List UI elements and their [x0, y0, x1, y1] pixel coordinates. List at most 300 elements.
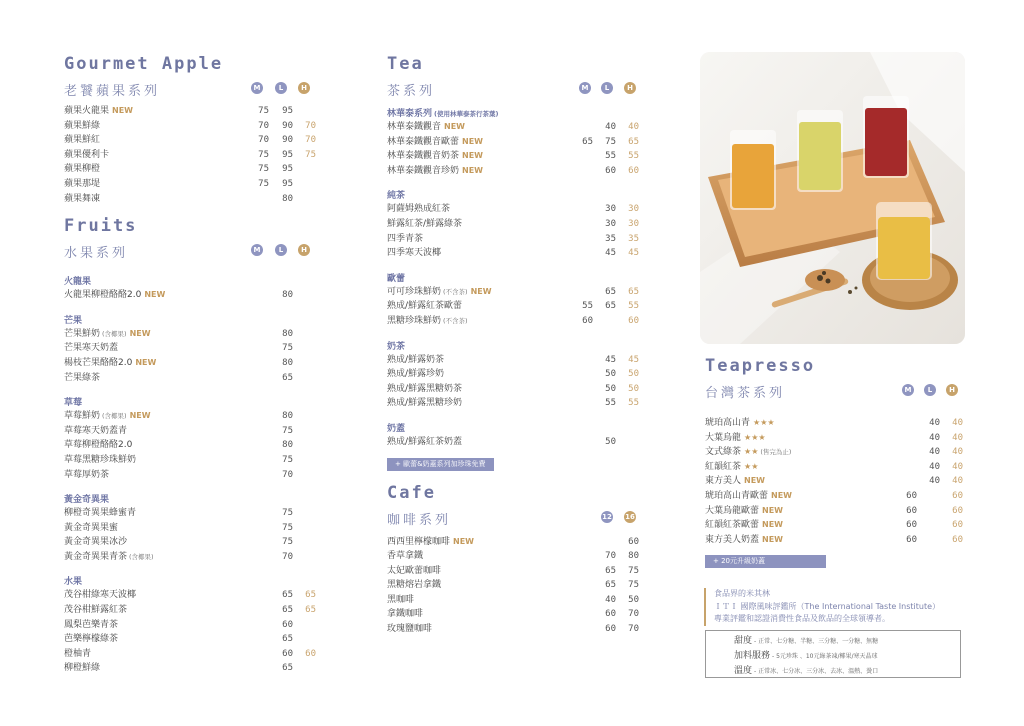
order-options-box — [705, 630, 961, 678]
new-tag: NEW — [144, 290, 166, 300]
iti-line-2: ＩＴＩ 國際風味評鑑所（The International Taste Institute） — [714, 601, 941, 611]
menu-item-row — [64, 632, 324, 647]
menu-item-name — [387, 578, 441, 593]
tea-promo-pill: + 歐蕾&奶蓋系列加珍珠免費 — [387, 458, 494, 471]
menu-item-name — [705, 518, 783, 533]
menu-item-label: 芒果寒天奶蓋 — [64, 343, 119, 354]
menu-item-label: 林華泰鐵觀音珍奶 — [387, 165, 460, 176]
menu-item-name — [387, 435, 462, 450]
price-m: 70 — [258, 135, 269, 146]
price-h: 65 — [628, 136, 639, 147]
menu-item-name — [64, 119, 100, 134]
menu-item-name — [64, 618, 118, 633]
price-h: 35 — [628, 233, 639, 244]
menu-item-name — [64, 148, 109, 163]
price-m: 60 — [582, 315, 593, 326]
menu-item-name — [387, 367, 444, 382]
menu-item-row — [64, 177, 324, 192]
menu-item-row — [387, 435, 647, 450]
price-l: 75 — [282, 454, 293, 465]
price-12oz: 60 — [605, 624, 616, 635]
price-m: 60 — [906, 490, 917, 501]
new-tag: NEW — [771, 490, 792, 500]
menu-item-row — [387, 149, 647, 164]
menu-item-label: 茂谷柑綠寒天波椰 — [64, 590, 137, 601]
menu-item-label: 林華泰鐵觀音奶茶 — [387, 151, 460, 162]
menu-item-row — [64, 162, 324, 177]
category-label: 芒果 — [64, 315, 83, 326]
price-l: 95 — [282, 178, 293, 189]
menu-item-name — [64, 177, 100, 192]
price-m: 75 — [258, 164, 269, 175]
menu-item-label: 大葉烏龍 — [705, 432, 742, 443]
price-l: 40 — [929, 447, 940, 458]
size-l-badge: L — [924, 384, 936, 396]
new-tag: NEW — [453, 536, 474, 546]
new-tag: NEW — [462, 136, 483, 146]
price-l: 80 — [282, 290, 293, 301]
menu-item-note: (含椰果) — [129, 552, 154, 561]
menu-item-name — [387, 135, 483, 150]
menu-item-name — [64, 327, 151, 342]
size-16-badge: 16 — [625, 512, 635, 521]
price-16oz: 50 — [628, 594, 639, 605]
menu-item-label: 黃金奇異果冰沙 — [64, 537, 128, 548]
price-l: 60 — [282, 619, 293, 630]
price-h: 55 — [628, 151, 639, 162]
new-tag: NEW — [129, 328, 151, 338]
price-h: 50 — [628, 383, 639, 394]
price-l: 95 — [282, 149, 293, 160]
menu-item-row — [64, 148, 324, 163]
menu-item-label: 柳橙鮮綠 — [64, 663, 101, 674]
menu-item-row — [387, 622, 647, 637]
menu-item-row — [387, 232, 647, 247]
menu-item-row — [705, 504, 963, 519]
price-l: 65 — [282, 372, 293, 383]
price-16oz: 70 — [628, 624, 639, 635]
price-h: 55 — [628, 301, 639, 312]
price-h: 60 — [305, 648, 316, 659]
category-heading — [64, 274, 324, 288]
menu-item-label: 蘋果那堤 — [64, 178, 101, 189]
new-tag: NEW — [444, 122, 465, 131]
tea-glasses-illustration — [700, 52, 965, 344]
new-tag: NEW — [129, 411, 151, 421]
menu-item-label: 西西里檸檬咖啡 — [387, 536, 451, 547]
new-tag: NEW — [135, 357, 157, 367]
size-m-badge: M — [251, 82, 263, 94]
size-h-badge: H — [298, 82, 310, 94]
category-heading — [64, 395, 324, 409]
menu-item-name — [64, 632, 118, 647]
category-heading — [387, 106, 647, 120]
iti-line-1: 食品界的米其林 — [714, 589, 770, 598]
size-h-badge: H — [946, 384, 958, 396]
menu-item-row — [64, 288, 324, 303]
price-l: 70 — [282, 551, 293, 562]
price-l: 65 — [282, 663, 293, 674]
price-12oz: 60 — [605, 609, 616, 620]
price-12oz: 40 — [605, 594, 616, 605]
menu-item-row — [387, 314, 647, 329]
menu-item-name — [64, 288, 165, 303]
category-label: 草莓 — [64, 398, 83, 409]
menu-item-row — [387, 217, 647, 232]
price-h: 40 — [952, 447, 963, 458]
menu-item-label: 黑咖啡 — [387, 594, 415, 605]
menu-item-row — [64, 535, 324, 550]
menu-item-label: 黑糖熔岩拿鐵 — [387, 580, 442, 591]
menu-item-row — [387, 299, 647, 314]
menu-item-label: 茂谷柑鮮露紅茶 — [64, 605, 128, 616]
menu-item-row — [64, 618, 324, 633]
menu-item-label: 熟成/鮮露珍奶 — [387, 369, 445, 380]
menu-item-row — [64, 119, 324, 134]
new-tag: NEW — [462, 151, 483, 161]
menu-item-label: 四季寒天波椰 — [387, 248, 442, 259]
price-h: 70 — [305, 135, 316, 146]
apple-title-en: Gourmet Apple — [64, 54, 224, 74]
price-h: 60 — [952, 505, 963, 516]
menu-item-row — [387, 593, 647, 608]
menu-item-row — [387, 549, 647, 564]
price-12oz: 65 — [605, 565, 616, 576]
teapresso-menu-list — [705, 416, 963, 547]
menu-item-name — [64, 661, 100, 676]
category-label: 水果 — [64, 577, 83, 588]
category-label: 奶蓋 — [387, 423, 406, 434]
menu-item-name — [64, 453, 136, 468]
iti-line-3: 專業評鑑和認證消費性食品及飲品的全球領導者。 — [714, 614, 890, 623]
menu-item-label: 文式綠茶 — [705, 447, 742, 458]
fruits-title-en: Fruits — [64, 216, 138, 237]
menu-item-label: 鮮露紅茶/鮮露綠茶 — [387, 218, 463, 229]
menu-item-row — [705, 445, 963, 460]
menu-item-row — [705, 489, 963, 504]
menu-item-name — [64, 550, 154, 565]
menu-item-name — [387, 607, 423, 622]
column-right — [705, 356, 963, 568]
menu-item-row — [64, 424, 324, 439]
menu-item-row — [64, 647, 324, 662]
price-m: 70 — [258, 120, 269, 131]
size-l-badge: L — [601, 82, 613, 94]
menu-item-note: (不含茶) — [443, 316, 468, 325]
menu-item-name — [387, 535, 474, 550]
menu-item-label: 琥珀高山青 — [705, 418, 751, 428]
menu-item-row — [387, 285, 647, 300]
category-heading — [64, 313, 324, 327]
menu-item-row — [387, 353, 647, 368]
menu-item-row — [64, 506, 324, 521]
new-tag: NEW — [112, 106, 133, 115]
menu-item-label: 蘋果舞凍 — [64, 193, 101, 204]
price-m: 60 — [906, 534, 917, 545]
rating-stars: ★★ — [744, 447, 759, 457]
menu-item-row — [64, 371, 324, 386]
menu-item-name — [705, 460, 758, 475]
menu-item-note: (含椰果) — [102, 329, 127, 338]
price-h: 65 — [628, 286, 639, 297]
menu-item-label: 東方美人 — [705, 476, 742, 487]
size-m-badge: M — [579, 82, 591, 94]
category-label: 林華泰系列 — [387, 109, 433, 119]
category-heading — [64, 492, 324, 506]
menu-item-row — [387, 607, 647, 622]
new-tag: NEW — [762, 520, 783, 530]
menu-item-label: 芭樂檸檬綠茶 — [64, 634, 119, 645]
cafe-header — [387, 509, 647, 531]
menu-item-name — [64, 468, 109, 483]
menu-item-row — [64, 550, 324, 565]
price-h: 40 — [952, 461, 963, 472]
price-m: 75 — [258, 178, 269, 189]
menu-item-label: 蘋果火龍果 — [64, 106, 110, 116]
new-tag: NEW — [762, 505, 783, 515]
price-l: 55 — [605, 398, 616, 409]
price-l: 40 — [929, 432, 940, 443]
price-h: 45 — [628, 354, 639, 365]
price-l: 90 — [282, 120, 293, 131]
info-row-toppings: 加料服務 - 5元珍珠 、10元綠茶凍/椰果/寒天晶球 — [734, 651, 878, 661]
price-l: 45 — [605, 354, 616, 365]
menu-item-row — [705, 416, 963, 431]
menu-item-name — [64, 133, 100, 148]
price-12oz: 70 — [605, 551, 616, 562]
menu-item-label: 琥珀高山青歐蕾 — [705, 490, 769, 501]
category-label: 火龍果 — [64, 277, 92, 288]
menu-item-row — [387, 120, 647, 135]
menu-item-name — [387, 382, 462, 397]
menu-item-note: (含椰果) — [102, 412, 127, 421]
category-note: (使用林華泰茶行茶葉) — [434, 110, 499, 118]
menu-item-name — [705, 474, 765, 489]
price-l: 95 — [282, 164, 293, 175]
price-12oz: 65 — [605, 580, 616, 591]
menu-item-label: 林華泰鐵觀音歐蕾 — [387, 136, 460, 147]
menu-item-label: 熟成/鮮露奶茶 — [387, 354, 445, 365]
category-heading — [64, 574, 324, 588]
price-l: 75 — [282, 343, 293, 354]
column-left — [64, 54, 324, 676]
teapresso-header — [705, 382, 963, 404]
menu-item-row — [387, 202, 647, 217]
menu-item-label: 楊枝芒果酪酪2.0 — [64, 357, 133, 368]
price-16oz: 75 — [628, 580, 639, 591]
menu-item-row — [64, 327, 324, 342]
menu-item-name — [387, 314, 468, 329]
menu-item-label: 紅韻紅茶 — [705, 461, 742, 472]
price-l: 80 — [282, 193, 293, 204]
menu-item-name — [387, 549, 423, 564]
menu-item-row — [387, 382, 647, 397]
menu-item-name — [387, 164, 483, 179]
menu-item-row — [64, 341, 324, 356]
fruits-header — [64, 242, 324, 264]
menu-item-label: 鳳梨芭樂青茶 — [64, 619, 119, 630]
info-row-temperature: 溫度 - 正常冰、七分冰、三分冰、去冰、溫熱、燙口 — [734, 666, 879, 676]
menu-item-label: 蘋果柳橙 — [64, 164, 101, 175]
menu-item-name — [64, 192, 100, 207]
menu-item-row — [387, 535, 647, 550]
teapresso-title-en: Teapresso — [705, 356, 816, 376]
price-l: 75 — [282, 508, 293, 519]
price-l: 55 — [605, 151, 616, 162]
category-label: 純茶 — [387, 191, 406, 202]
new-tag: NEW — [470, 286, 492, 296]
menu-item-label: 林華泰鐵觀音 — [387, 122, 442, 132]
price-m: 75 — [258, 149, 269, 160]
price-h: 50 — [628, 369, 639, 380]
menu-item-name — [64, 162, 100, 177]
menu-item-name — [64, 603, 127, 618]
price-l: 50 — [605, 383, 616, 394]
menu-item-label: 草莓寒天奶蓋青 — [64, 425, 128, 436]
menu-item-row — [64, 603, 324, 618]
menu-item-row — [64, 453, 324, 468]
fruits-menu-list — [64, 274, 324, 676]
tea-menu-list — [387, 106, 647, 450]
menu-item-label: 橙柚青 — [64, 648, 92, 659]
cafe-menu-list — [387, 535, 647, 637]
price-h: 60 — [628, 315, 639, 326]
tea-header — [387, 80, 647, 102]
price-l: 50 — [605, 369, 616, 380]
price-16oz: 80 — [628, 551, 639, 562]
menu-item-name — [705, 416, 775, 431]
menu-item-name — [387, 564, 441, 579]
price-16oz: 75 — [628, 565, 639, 576]
menu-item-row — [64, 133, 324, 148]
menu-item-name — [387, 593, 414, 608]
category-heading — [387, 421, 647, 435]
price-h: 60 — [952, 534, 963, 545]
menu-item-name — [705, 533, 783, 548]
menu-item-name — [64, 506, 136, 521]
category-label: 歐蕾 — [387, 273, 406, 284]
price-h: 55 — [628, 398, 639, 409]
teapresso-title-zh: 台灣茶系列 — [705, 386, 786, 401]
menu-item-name — [64, 356, 156, 371]
menu-item-name — [705, 431, 766, 446]
price-h: 60 — [952, 520, 963, 531]
price-m: 75 — [258, 106, 269, 116]
menu-item-row — [64, 661, 324, 676]
menu-item-row — [387, 164, 647, 179]
new-tag: NEW — [744, 476, 765, 486]
menu-item-label: 熟成/鮮露紅茶歐蕾 — [387, 301, 463, 312]
price-l: 65 — [282, 605, 293, 616]
menu-item-label: 草莓厚奶茶 — [64, 469, 110, 480]
menu-item-label: 芒果綠茶 — [64, 372, 101, 383]
price-l: 80 — [282, 411, 293, 422]
price-h: 65 — [305, 605, 316, 616]
tea-glasses-photo — [700, 52, 965, 344]
price-l: 90 — [282, 135, 293, 146]
price-m: 60 — [906, 505, 917, 516]
menu-item-name — [64, 521, 118, 536]
menu-item-row — [64, 192, 324, 207]
price-h: 60 — [952, 490, 963, 501]
menu-item-label: 芒果鮮奶 — [64, 328, 101, 339]
menu-item-name — [64, 409, 151, 424]
price-m: 60 — [906, 520, 917, 531]
menu-item-name — [64, 647, 91, 662]
menu-item-label: 熟成/鮮露紅茶奶蓋 — [387, 436, 463, 447]
menu-item-label: 東方美人奶蓋 — [705, 534, 760, 545]
category-label: 奶茶 — [387, 341, 406, 352]
price-l: 80 — [282, 328, 293, 339]
teapresso-promo-pill: + 20元升級奶蓋 — [705, 555, 826, 568]
menu-item-label: 黑糖珍珠鮮奶 — [387, 315, 442, 326]
menu-item-note: (不含茶) — [443, 287, 468, 296]
menu-item-row — [705, 460, 963, 475]
menu-item-name — [387, 149, 483, 164]
menu-item-label: 火龍果柳橙酪酪2.0 — [64, 290, 142, 301]
menu-item-label: 蘋果優利卡 — [64, 149, 110, 160]
price-l: 40 — [929, 476, 940, 487]
menu-item-row — [705, 518, 963, 533]
menu-item-name — [64, 424, 127, 439]
menu-item-label: 紅韻紅茶歐蕾 — [705, 520, 760, 531]
menu-item-name — [387, 202, 450, 217]
rating-stars: ★★ — [744, 461, 759, 471]
fruits-title-zh: 水果系列 — [64, 246, 129, 262]
menu-item-label: 蘋果鮮紅 — [64, 135, 101, 146]
price-l: 80 — [282, 357, 293, 368]
price-h: 40 — [952, 476, 963, 487]
menu-item-row — [387, 564, 647, 579]
menu-item-name — [705, 445, 791, 460]
size-h-badge: H — [298, 244, 310, 256]
menu-item-name — [705, 504, 783, 519]
menu-item-name — [387, 217, 462, 232]
menu-item-name — [64, 371, 100, 386]
price-l: 65 — [605, 301, 616, 312]
apple-title-zh: 老饕蘋果系列 — [64, 84, 161, 99]
menu-item-label: 黃金奇異果蜜 — [64, 522, 119, 533]
price-h: 30 — [628, 204, 639, 215]
menu-item-name — [387, 353, 444, 368]
menu-item-name — [387, 285, 492, 300]
menu-item-name — [705, 489, 792, 504]
menu-item-name — [64, 104, 133, 119]
menu-item-row — [387, 396, 647, 411]
menu-item-name — [387, 246, 441, 261]
price-l: 35 — [605, 233, 616, 244]
menu-item-row — [64, 521, 324, 536]
apple-menu-list — [64, 104, 324, 206]
menu-item-row — [387, 367, 647, 382]
price-m: 55 — [582, 301, 593, 312]
price-l: 75 — [282, 425, 293, 436]
info-row-sweetness: 甜度 - 正常、七分糖、半糖、三分糖、一分糖、無糖 — [734, 636, 879, 646]
price-l: 65 — [282, 590, 293, 601]
size-l-badge: L — [275, 82, 287, 94]
tea-title-zh: 茶系列 — [387, 84, 436, 99]
price-16oz: 60 — [628, 536, 639, 547]
price-h: 40 — [952, 432, 963, 443]
size-h-badge: H — [624, 82, 636, 94]
price-l: 60 — [282, 648, 293, 659]
category-heading — [387, 188, 647, 202]
menu-item-label: 柳橙奇異果蜂蜜青 — [64, 508, 137, 519]
menu-item-row — [64, 356, 324, 371]
price-l: 40 — [929, 461, 940, 472]
new-tag: NEW — [762, 534, 783, 544]
size-m-badge: M — [251, 244, 263, 256]
